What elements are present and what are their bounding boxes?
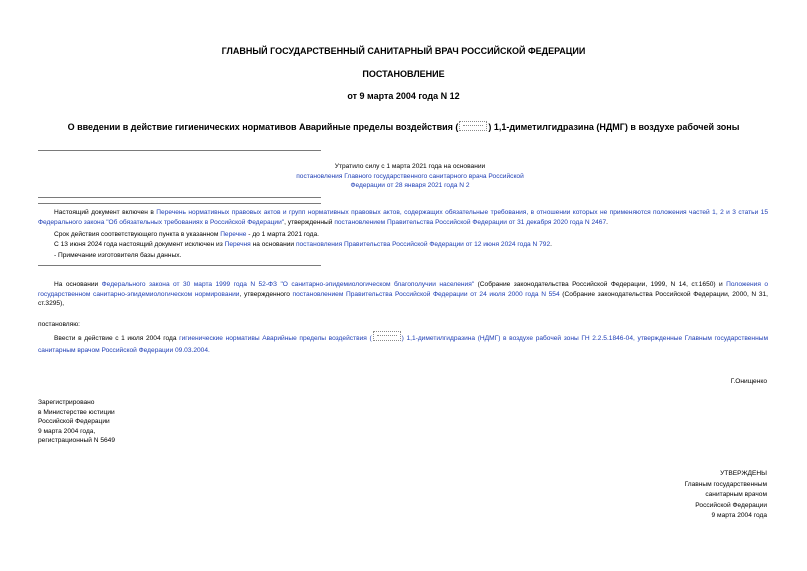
approved-heading: УТВЕРЖДЕНЫ [720, 470, 767, 477]
approved-line: Главным государственным [684, 480, 767, 488]
database-note-4: - Примечание изготовителя базы данных. [54, 252, 182, 259]
status-note-text: Утратило силу с 1 марта 2021 года на основании [334, 163, 486, 170]
database-note-1: Настоящий документ включен в Перечень нормативных правовых актов и групп нормативных правовых актов, содержащих обязательные требования, в отношении которых не применяются положения частей 1, 2 и 3 статьи 15 Федерального закона "Об обязательных требованиях в Российской Федерации", утвержденный постановлением Правительства Российской Федерации от 31 декабря 2020 года N 2467. [38, 209, 769, 226]
government-decree-2467-link[interactable]: постановлением Правительства Российской Федерации от 31 декабря 2020 года N 2467 [334, 218, 607, 226]
approved-block [685, 469, 767, 522]
signature: Г.Онищенко [730, 378, 767, 385]
action-paragraph: Ввести в действие с 1 июля 2004 года гигиенические нормативы Аварийные пределы воздействия ( ) 1,1-диметилгидразина (НДМГ) в воздухе рабочей зоны ГН 2.2.5.1846-04, утвержденные Главным государственным санитарным врачом Российской Федерации 09.03.2004. [38, 331, 768, 357]
formula-image-icon [373, 331, 401, 341]
resolve-word: постановляю: [38, 321, 81, 328]
document-date-number: от 9 марта 2004 года N 12 [347, 91, 460, 101]
divider [38, 197, 321, 198]
perechnya-link[interactable]: Перечня [224, 241, 251, 248]
basis-paragraph: На основании Федерального закона от 30 марта 1999 года N 52-ФЗ "О санитарно-эпидемиологическом благополучии населения" (Собрание законодательства Российской Федерации, 1999, N 14, ст.1650) и Положения о государственном санитарно-эпидемиологическом нормировании, утвержденного постановлением Правительства Российской Федерации от 24 июля 2000 года N 554 (Собрание законодательства Российской Федерации, 2000, N 31, ст.3295), [38, 281, 769, 308]
government-decree-792-link[interactable]: постановления Правительства Российской Федерации от 12 июня 2024 года N 792 [295, 241, 551, 248]
perechen-link[interactable]: Перечень нормативных правовых актов и групп нормативных правовых актов, содержащих обязательные требования, в отношении которых не применяются положения частей 1, 2 и 3 статьи 15 Федерального закона "Об обязательных требованиях в Российской Федерации" [38, 209, 769, 226]
title-part-2: ) 1,1-диметилгидразина (НДМГ) в воздухе рабочей зоны [488, 122, 740, 132]
database-note-2: Срок действия соответствующего пункта в указанном Перечне - до 1 марта 2021 года. [54, 231, 319, 238]
hygienic-standards-link[interactable]: гигиенические нормативы Аварийные пределы воздействия ( ) 1,1-диметилгидразина (НДМГ) в воздухе рабочей зоны ГН 2.2.5.1846-04 [179, 335, 633, 342]
approved-line: 9 марта 2004 года [711, 512, 767, 519]
document-type: ПОСТАНОВЛЕНИЕ [362, 69, 445, 79]
divider [38, 265, 321, 266]
registration-line: регистрационный N 5649 [38, 437, 116, 445]
database-note-3: С 13 июня 2024 года настоящий документ исключен из Перечня на основании постановления Правительства Российской Федерации от 12 июня 2024 года N 792. [54, 241, 552, 248]
registration-block [38, 398, 115, 446]
divider [38, 203, 321, 204]
registration-line: Российской Федерации [38, 418, 110, 426]
approved-line: санитарным врачом [705, 491, 767, 498]
approved-by-link[interactable]: , утвержденные Главным государственным санитарным врачом Российской Федерации 09.03.2004. [38, 335, 768, 354]
government-decree-554-link[interactable]: постановлением Правительства Российской Федерации от 24 июля 2000 года N 554 [292, 290, 560, 298]
approved-line: Российской Федерации [695, 501, 767, 509]
status-note-link[interactable]: постановления Главного государственного санитарного врача Российской Федерации от 28 января 2021 года N 2 [296, 172, 524, 190]
document-title [0, 121, 807, 132]
federal-law-52fz-link[interactable]: Федерального закона от 30 марта 1999 года N 52-ФЗ "О санитарно-эпидемиологическом благополучии населения" [101, 281, 475, 288]
perechen-short-link[interactable]: Перечне [220, 231, 247, 238]
registration-line: 9 марта 2004 года, [38, 427, 96, 435]
regulation-link[interactable]: Положения о государственном санитарно-эпидемиологическом нормировании [38, 281, 768, 298]
registration-line: Зарегистрировано [38, 399, 95, 406]
issuing-authority: ГЛАВНЫЙ ГОСУДАРСТВЕННЫЙ САНИТАРНЫЙ ВРАЧ РОССИЙСКОЙ ФЕДЕРАЦИИ [221, 46, 586, 56]
divider [38, 150, 321, 151]
registration-line: в Министерстве юстиции [38, 408, 115, 416]
title-part-1: О введении в действие гигиенических нормативов Аварийные пределы воздействия ( [67, 122, 459, 132]
status-note [280, 162, 540, 191]
formula-image-icon [459, 121, 487, 131]
